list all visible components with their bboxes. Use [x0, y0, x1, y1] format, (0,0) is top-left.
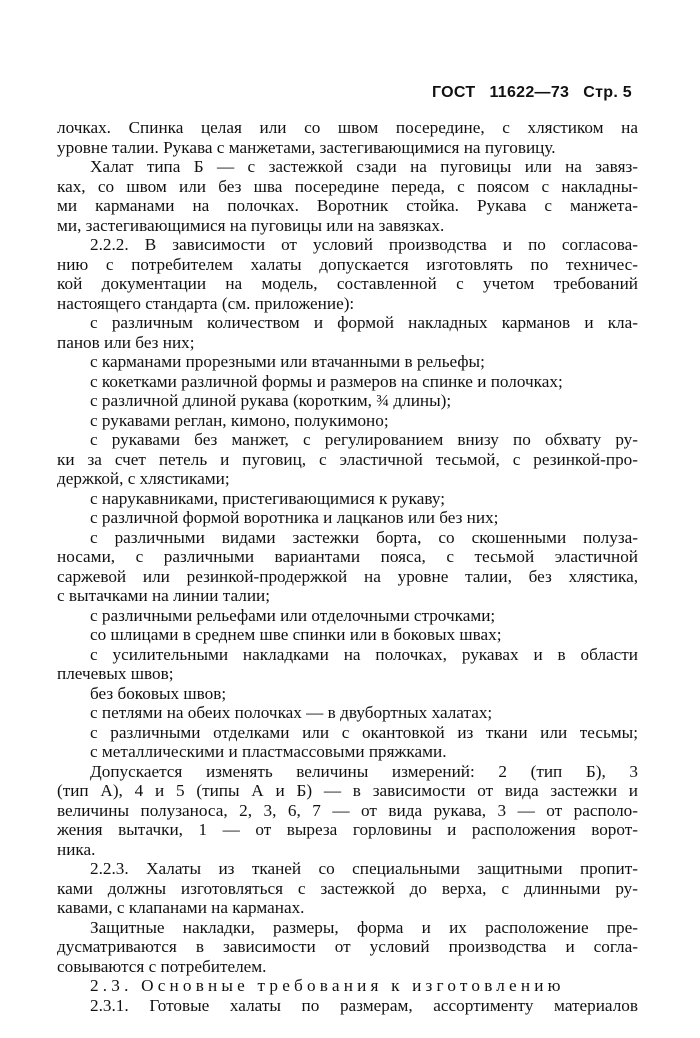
text-line: Защитные накладки, размеры, форма и их расположение пре- — [90, 917, 638, 937]
section-heading: 2.3. Основные требования к изготовлению — [90, 976, 565, 995]
text-line: с различной длиной рукава (коротким, ¾ длины); — [90, 391, 452, 410]
text-line: (тип А), 4 и 5 (типы А и Б) — в зависимости от вида застежки и — [57, 781, 638, 800]
text-line: с различной формой воротника и лацканов или без них; — [90, 508, 499, 527]
text-line: с усилительными накладками на полочках, рукавах и в области — [90, 644, 638, 664]
text-line: 2.2.3. Халаты из тканей со специальными защитными пропит- — [90, 859, 638, 878]
standard-label: ГОСТ — [432, 84, 476, 101]
text-line: держкой, с хлястиками; — [57, 469, 230, 488]
text-line: с петлями на обеих полочках — в двубортных халатах; — [90, 703, 493, 722]
text-line: саржевой или резинкой-продержкой на уровне талии, без хлястика, — [57, 566, 638, 586]
text-line: величины полузаноса, 2, 3, 6, 7 — от вида рукава, 3 — от располо- — [57, 800, 638, 820]
text-line: жения вытачки, 1 — от выреза горловины и расположения ворот- — [57, 820, 638, 839]
text-line: ми карманами на полочках. Воротник стойка. Рукава с манжета- — [57, 196, 638, 215]
text-line: ми, застегивающимися на пуговицы или на завязках. — [57, 215, 445, 235]
text-line: с карманами прорезными или втачанными в рельефы; — [90, 352, 485, 371]
text-line: кавами, с клапанами на карманах. — [57, 898, 305, 917]
text-line: с нарукавниками, пристегивающимися к рукаву; — [90, 488, 446, 508]
text-line: дусматриваются в зависимости от условий производства и согла- — [57, 937, 638, 956]
text-line: нию с потребителем халаты допускается изготовлять по техничес- — [57, 254, 638, 274]
page-number: Стр. 5 — [583, 84, 633, 101]
text-line: ками должны изготовляться с застежкой до верха, с длинными ру- — [57, 878, 638, 898]
text-line: с различными отделками или с окантовкой из ткани или тесьмы; — [90, 722, 638, 742]
body-text — [57, 118, 638, 1015]
text-line: без боковых швов; — [90, 683, 227, 703]
text-line: ках, со швом или без шва посередине переда, с поясом с накладны- — [57, 176, 638, 196]
text-line: Допускается изменять величины измерений: 2 (тип Б), 3 — [90, 761, 638, 781]
text-line: ника. — [57, 839, 96, 859]
text-line: настоящего стандарта (см. приложение): — [57, 293, 355, 313]
text-line: носами, с различными вариантами пояса, с тесьмой эластичной — [57, 547, 638, 566]
text-line: со шлицами в среднем шве спинки или в боковых швах; — [90, 625, 502, 644]
page-header — [432, 84, 648, 102]
standard-number: 11622—73 — [489, 84, 570, 101]
text-line: с рукавами без манжет, с регулированием внизу по обхвату ру- — [90, 430, 638, 449]
text-line: уровне талии. Рукава с манжетами, застегивающимися на пуговицу. — [57, 137, 556, 157]
text-line: с различным количеством и формой накладных карманов и кла- — [90, 313, 638, 332]
text-line: 2.3.1. Готовые халаты по размерам, ассортименту материалов — [90, 995, 638, 1015]
text-line: с рукавами реглан, кимоно, полукимоно; — [90, 410, 389, 430]
text-line: ки за счет петель и пуговиц, с эластичной тесьмой, с резинкой-про- — [57, 449, 638, 469]
text-line: лочках. Спинка целая или со швом посередине, с хлястиком на — [57, 118, 638, 137]
text-line: с кокетками различной формы и размеров на спинке и полочках; — [90, 371, 563, 391]
text-line: с вытачками на линии талии; — [57, 586, 271, 605]
text-line: плечевых швов; — [57, 664, 174, 683]
text-line: с различными рельефами или отделочными строчками; — [90, 605, 496, 625]
text-line: с металлическими и пластмассовыми пряжками. — [90, 742, 447, 761]
text-line: панов или без них; — [57, 332, 195, 352]
text-line: 2.2.2. В зависимости от условий производства и по согласова- — [90, 235, 638, 254]
text-line: Халат типа Б — с застежкой сзади на пуговицы или на завяз- — [90, 157, 638, 176]
text-line: кой документации на модель, составленной с учетом требований — [57, 274, 638, 293]
text-line: с различными видами застежки борта, со скошенными полуза- — [90, 527, 638, 547]
text-line: совываются с потребителем. — [57, 956, 267, 976]
